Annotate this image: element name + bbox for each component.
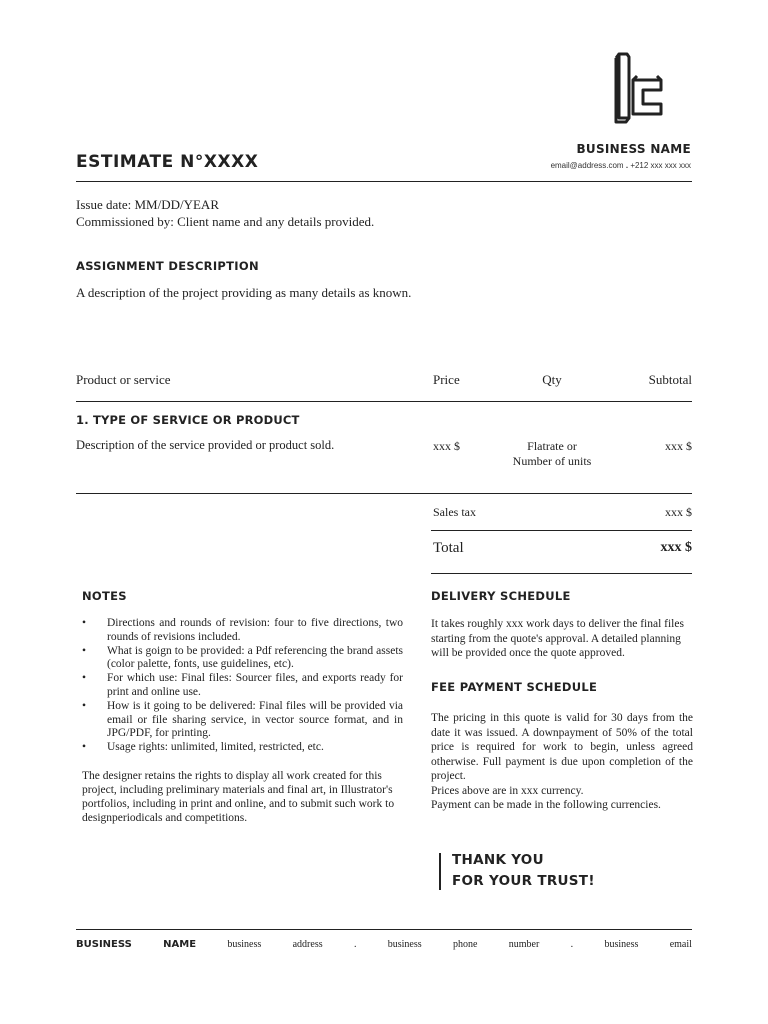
note-text: What is goign to be provided: a Pdf referencing the brand assets (color palette, fonts, use guidelines, etc). bbox=[107, 644, 403, 671]
thanks-line-1: THANK YOU bbox=[452, 852, 544, 868]
bullet-icon: • bbox=[82, 699, 87, 712]
bullet-icon: • bbox=[82, 672, 87, 685]
commissioned-by: Commissioned by: Client name and any details provided. bbox=[76, 214, 375, 229]
notes-list bbox=[82, 617, 403, 755]
bullet-icon: • bbox=[82, 741, 87, 754]
business-logo-icon bbox=[613, 52, 665, 126]
fee-heading: FEE PAYMENT SCHEDULE bbox=[431, 680, 598, 694]
footer-word: business bbox=[227, 939, 262, 950]
contact-phone: +212 xxx xxx xxx bbox=[630, 161, 691, 170]
total-value: xxx $ bbox=[660, 540, 692, 555]
header-divider bbox=[76, 181, 692, 182]
footer-business: BUSINESS bbox=[76, 939, 132, 950]
delivery-text: It takes roughly xxx work days to deliver the final files starting from the quote's approval. A detailed planning will be provided once the quote approved. bbox=[431, 618, 684, 659]
estimate-title: ESTIMATE N°XXXX bbox=[76, 152, 259, 172]
service-price: xxx $ bbox=[433, 439, 460, 453]
table-header-divider bbox=[76, 401, 692, 402]
service-subtotal: xxx $ bbox=[665, 439, 692, 453]
total-label: Total bbox=[433, 540, 464, 556]
sales-tax-value: xxx $ bbox=[665, 505, 692, 519]
footer-separator: . bbox=[570, 939, 574, 950]
column-header-product: Product or service bbox=[76, 372, 171, 387]
bullet-icon: • bbox=[82, 644, 87, 657]
business-name: BUSINESS NAME bbox=[576, 142, 691, 156]
footer-separator: . bbox=[353, 939, 357, 950]
fee-text bbox=[431, 711, 693, 813]
footer-word: number bbox=[508, 939, 540, 950]
column-header-subtotal: Subtotal bbox=[648, 372, 692, 387]
footer-word: email bbox=[669, 939, 692, 950]
list-item bbox=[82, 672, 403, 700]
delivery-heading: DELIVERY SCHEDULE bbox=[431, 589, 571, 603]
footer-word: phone bbox=[453, 939, 478, 950]
list-item bbox=[82, 741, 403, 755]
assignment-description: A description of the project providing as many details as known. bbox=[76, 285, 412, 300]
contact-email: email@address.com bbox=[550, 161, 624, 170]
footer-word: business bbox=[604, 939, 639, 950]
footer-name: NAME bbox=[163, 939, 197, 950]
service-qty: Flatrate or Number of units bbox=[512, 439, 592, 468]
issue-date: Issue date: MM/DD/YEAR bbox=[76, 197, 219, 212]
bullet-icon: • bbox=[82, 617, 87, 629]
footer bbox=[76, 939, 692, 950]
note-text: For which use: Final files: Sourcer files, and exports ready for print and online use. bbox=[107, 672, 403, 698]
footer-word: business bbox=[387, 939, 422, 950]
note-text: Directions and rounds of revision: four to five directions, two rounds of revisions included. bbox=[107, 617, 403, 643]
column-header-price: Price bbox=[433, 372, 460, 387]
thanks-line-2: FOR YOUR TRUST! bbox=[452, 873, 595, 889]
sales-tax-divider bbox=[431, 530, 692, 531]
sales-tax-label: Sales tax bbox=[433, 505, 476, 519]
fee-text-payment: Payment can be made in the following currencies. bbox=[431, 799, 661, 811]
footer-word: address bbox=[292, 939, 323, 950]
note-text: Usage rights: unlimited, limited, restricted, etc. bbox=[107, 741, 324, 754]
footer-divider bbox=[76, 929, 692, 930]
assignment-heading: ASSIGNMENT DESCRIPTION bbox=[76, 259, 259, 273]
contact-separator: . bbox=[625, 161, 629, 170]
business-contact bbox=[551, 161, 691, 170]
list-item bbox=[82, 700, 403, 741]
table-row-divider bbox=[76, 493, 692, 494]
service-heading: 1. TYPE OF SERVICE OR PRODUCT bbox=[76, 413, 300, 427]
column-header-qty: Qty bbox=[542, 372, 562, 387]
note-text: How is it going to be delivered: Final files will be provided via email or file sharing service, in vector source format, and in JPG/PDF, for printing. bbox=[107, 699, 403, 740]
fee-text-currency: Prices above are in xxx currency. bbox=[431, 784, 584, 797]
total-divider bbox=[431, 573, 692, 574]
service-description: Description of the service provided or product sold. bbox=[76, 438, 335, 452]
list-item bbox=[82, 617, 403, 645]
fee-text-validity: The pricing in this quote is valid for 30 days from the date it was issued. A downpayment of 50% of the total price is required for work to begin, unless agreed otherwise. Full payment is due upon completion of the project. bbox=[431, 712, 693, 782]
thanks-accent-bar bbox=[439, 853, 441, 890]
notes-heading: NOTES bbox=[82, 589, 127, 603]
list-item bbox=[82, 645, 403, 673]
notes-rights-paragraph: The designer retains the rights to display all work created for this project, including preliminary materials and final art, in Illustrator's portfolios, including in print and online, and to submit such work to designperiodicals and competitions. bbox=[82, 770, 395, 824]
